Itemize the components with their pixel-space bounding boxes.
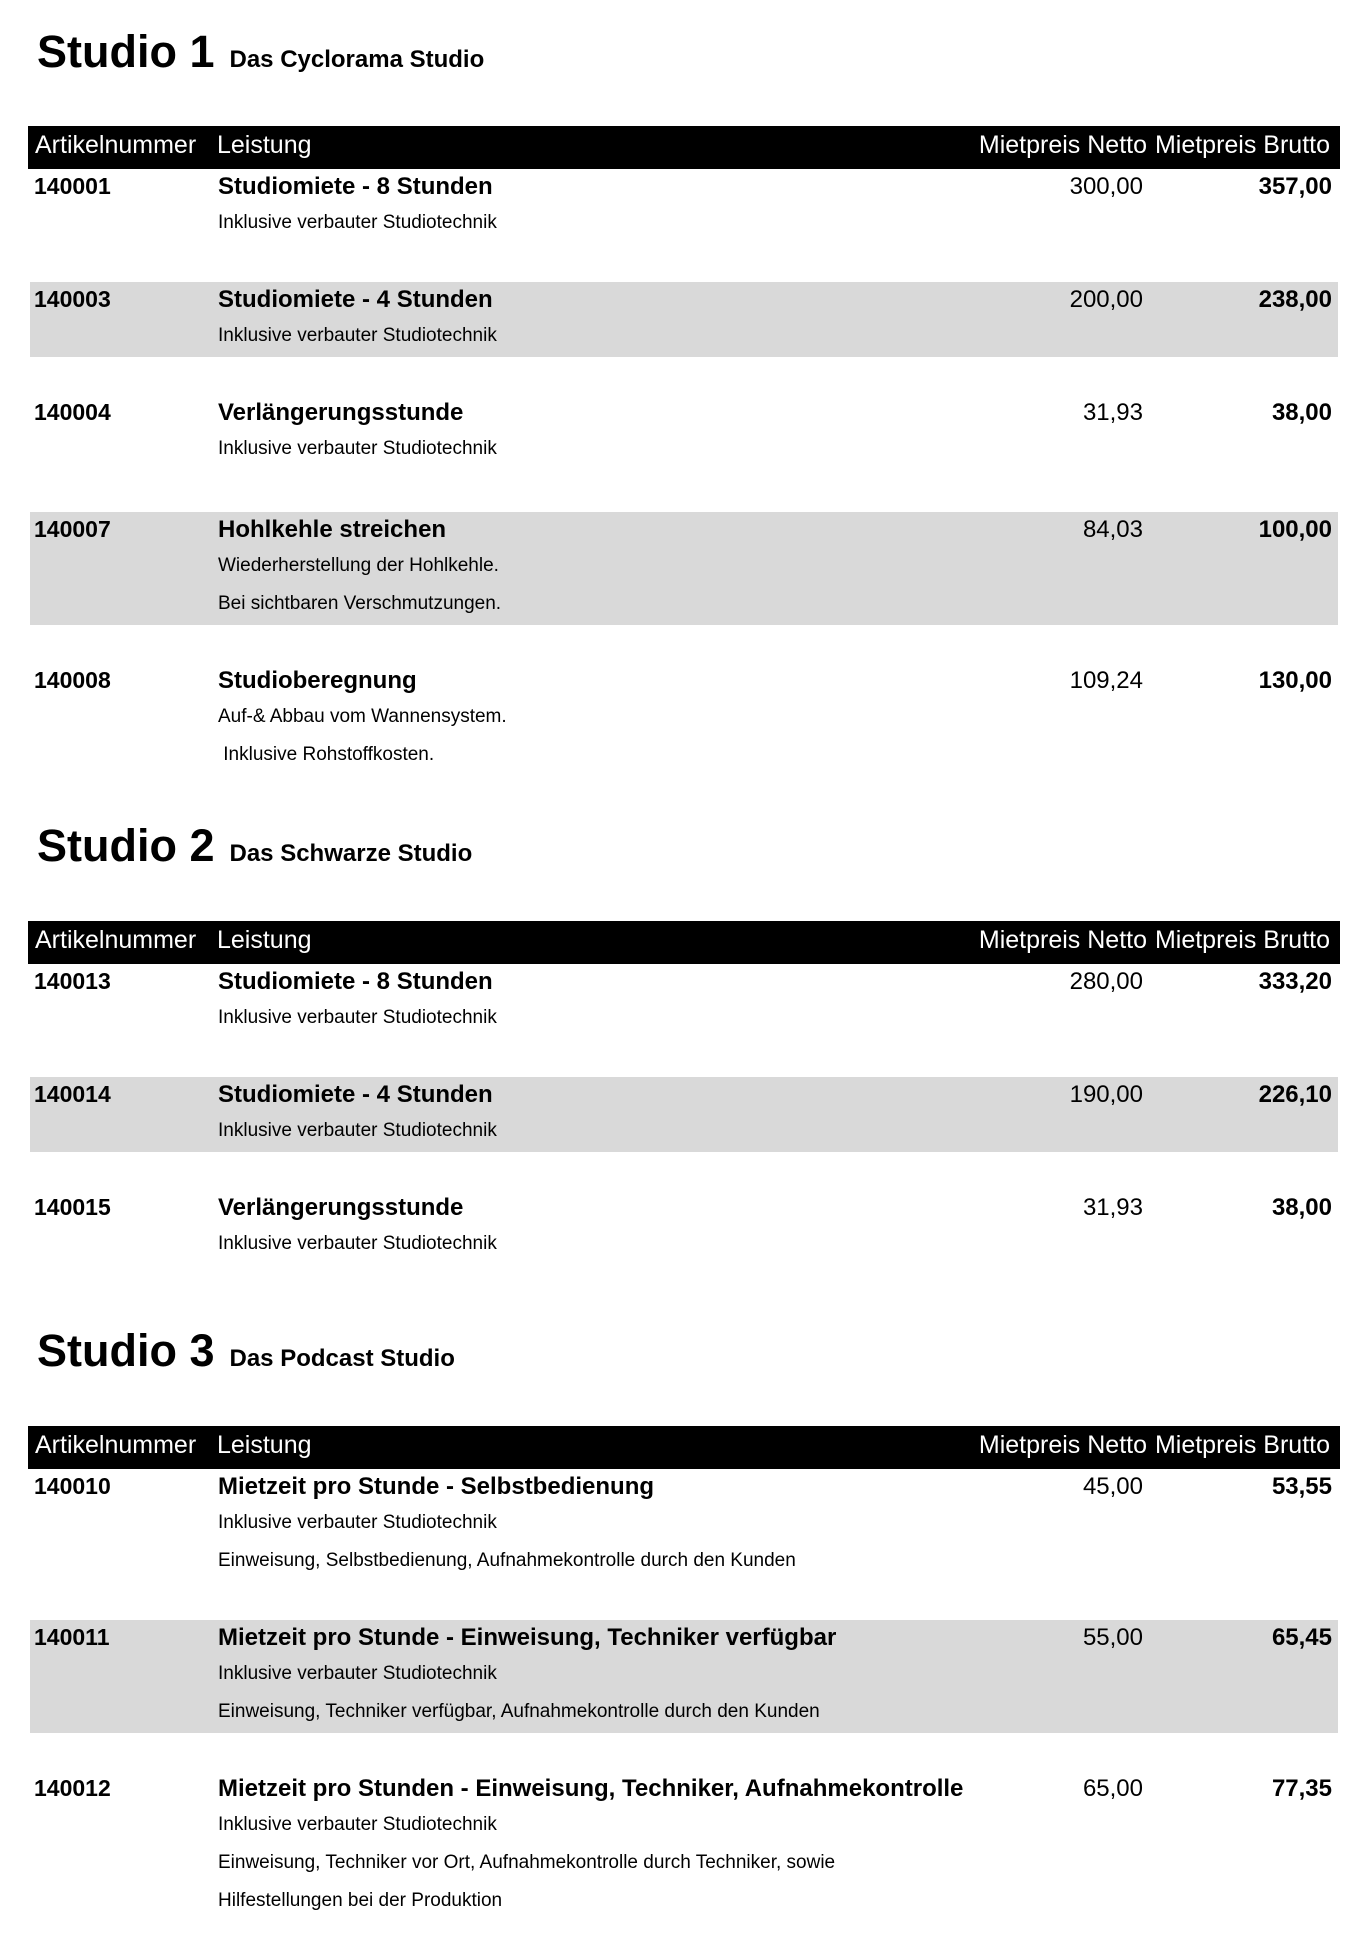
- article-number: 140003: [34, 286, 111, 312]
- service-title: Verlängerungsstunde: [218, 399, 464, 426]
- price-net: 109,24: [1069, 667, 1143, 694]
- table-header: [28, 126, 1340, 169]
- service-description: Inklusive verbauter Studiotechnik: [218, 325, 497, 346]
- table-header: [28, 1426, 1340, 1469]
- service-description: Auf-& Abbau vom Wannensystem.: [218, 706, 507, 727]
- service-description: Inklusive verbauter Studiotechnik: [218, 212, 497, 233]
- table-row: [30, 395, 1338, 470]
- column-header-artikelnummer: Artikelnummer: [35, 1431, 197, 1459]
- price-net: 55,00: [1082, 1624, 1143, 1651]
- table-row: [30, 1469, 1338, 1582]
- column-header-netto: Mietpreis Netto: [978, 131, 1147, 159]
- column-header-netto: Mietpreis Netto: [978, 926, 1147, 954]
- price-gross: 100,00: [1258, 516, 1332, 543]
- price-net: 280,00: [1069, 968, 1143, 995]
- service-title: Studiomiete - 4 Stunden: [218, 1081, 493, 1108]
- service-description: Einweisung, Selbstbedienung, Aufnahmekontrolle durch den Kunden: [218, 1550, 796, 1571]
- service-description: Hilfestellungen bei der Produktion: [218, 1890, 503, 1911]
- price-net: 31,93: [1082, 1194, 1143, 1221]
- article-number: 140008: [34, 667, 111, 693]
- studio-title: Studio 3: [37, 1325, 215, 1376]
- studio-heading: [37, 26, 484, 90]
- price-net: 300,00: [1069, 173, 1143, 200]
- table-header: [28, 921, 1340, 964]
- price-gross: 53,55: [1271, 1473, 1332, 1500]
- article-number: 140012: [34, 1775, 111, 1801]
- service-description: Inklusive verbauter Studiotechnik: [218, 1233, 497, 1254]
- price-gross: 38,00: [1271, 399, 1332, 426]
- table-row: [30, 964, 1338, 1039]
- price-gross: 65,45: [1271, 1624, 1332, 1651]
- price-net: 31,93: [1082, 399, 1143, 426]
- column-header-brutto: Mietpreis Brutto: [1154, 131, 1330, 159]
- price-gross: 38,00: [1271, 1194, 1332, 1221]
- column-header-brutto: Mietpreis Brutto: [1154, 1431, 1330, 1459]
- service-description: Einweisung, Techniker verfügbar, Aufnahmekontrolle durch den Kunden: [218, 1701, 820, 1722]
- column-header-netto: Mietpreis Netto: [978, 1431, 1147, 1459]
- article-number: 140014: [34, 1081, 111, 1107]
- article-number: 140010: [34, 1473, 111, 1499]
- table-row: [30, 169, 1338, 244]
- service-title: Verlängerungsstunde: [218, 1194, 464, 1221]
- service-title: Studiomiete - 8 Stunden: [218, 968, 493, 995]
- table-row: [30, 1620, 1338, 1733]
- studio-title: Studio 2: [37, 820, 215, 871]
- studio-heading: [37, 1325, 455, 1389]
- studio-title: Studio 1: [37, 26, 215, 77]
- price-net: 45,00: [1082, 1473, 1143, 1500]
- article-number: 140011: [34, 1624, 110, 1650]
- column-header-artikelnummer: Artikelnummer: [35, 131, 197, 159]
- price-gross: 130,00: [1258, 667, 1332, 694]
- service-description: Inklusive verbauter Studiotechnik: [218, 1120, 497, 1141]
- service-description: Einweisung, Techniker vor Ort, Aufnahmekontrolle durch Techniker, sowie: [218, 1852, 836, 1873]
- column-header-leistung: Leistung: [217, 131, 312, 159]
- service-description: Bei sichtbaren Verschmutzungen.: [218, 593, 502, 614]
- table-row: [30, 663, 1338, 776]
- article-number: 140013: [34, 968, 111, 994]
- service-title: Studiomiete - 4 Stunden: [218, 286, 493, 313]
- price-gross: 226,10: [1258, 1081, 1332, 1108]
- column-header-brutto: Mietpreis Brutto: [1154, 926, 1330, 954]
- price-net: 84,03: [1082, 516, 1143, 543]
- price-net: 190,00: [1069, 1081, 1143, 1108]
- column-header-leistung: Leistung: [217, 926, 312, 954]
- price-gross: 238,00: [1258, 286, 1332, 313]
- service-title: Mietzeit pro Stunde - Selbstbedienung: [218, 1473, 655, 1500]
- studio-subtitle: Das Cyclorama Studio: [229, 46, 485, 73]
- price-gross: 77,35: [1271, 1775, 1332, 1802]
- service-description: Inklusive verbauter Studiotechnik: [218, 1814, 497, 1835]
- service-title: Studioberegnung: [218, 667, 417, 694]
- table-row: [30, 282, 1338, 357]
- service-title: Mietzeit pro Stunde - Einweisung, Techniker verfügbar: [218, 1624, 837, 1651]
- article-number: 140015: [34, 1194, 111, 1220]
- service-title: Mietzeit pro Stunden - Einweisung, Techniker, Aufnahmekontrolle: [218, 1775, 964, 1802]
- table-row: [30, 1077, 1338, 1152]
- service-title: Hohlkehle streichen: [218, 516, 447, 543]
- article-number: 140007: [34, 516, 111, 542]
- service-description: Wiederherstellung der Hohlkehle.: [218, 555, 499, 576]
- service-description: Inklusive verbauter Studiotechnik: [218, 438, 497, 459]
- service-title: Studiomiete - 8 Stunden: [218, 173, 493, 200]
- studio-heading: [37, 820, 472, 884]
- article-number: 140004: [34, 399, 111, 425]
- service-description: Inklusive verbauter Studiotechnik: [218, 1512, 497, 1533]
- article-number: 140001: [34, 173, 111, 199]
- service-description: Inklusive Rohstoffkosten.: [218, 744, 435, 765]
- studio-subtitle: Das Podcast Studio: [229, 1345, 455, 1372]
- service-description: Inklusive verbauter Studiotechnik: [218, 1007, 497, 1028]
- price-gross: 357,00: [1258, 173, 1332, 200]
- studio-subtitle: Das Schwarze Studio: [229, 840, 473, 867]
- table-row: [30, 1190, 1338, 1265]
- price-net: 200,00: [1069, 286, 1143, 313]
- column-header-leistung: Leistung: [217, 1431, 312, 1459]
- table-row: [30, 1771, 1338, 1923]
- service-description: Inklusive verbauter Studiotechnik: [218, 1663, 497, 1684]
- column-header-artikelnummer: Artikelnummer: [35, 926, 197, 954]
- table-row: [30, 512, 1338, 625]
- price-net: 65,00: [1082, 1775, 1143, 1802]
- price-gross: 333,20: [1258, 968, 1332, 995]
